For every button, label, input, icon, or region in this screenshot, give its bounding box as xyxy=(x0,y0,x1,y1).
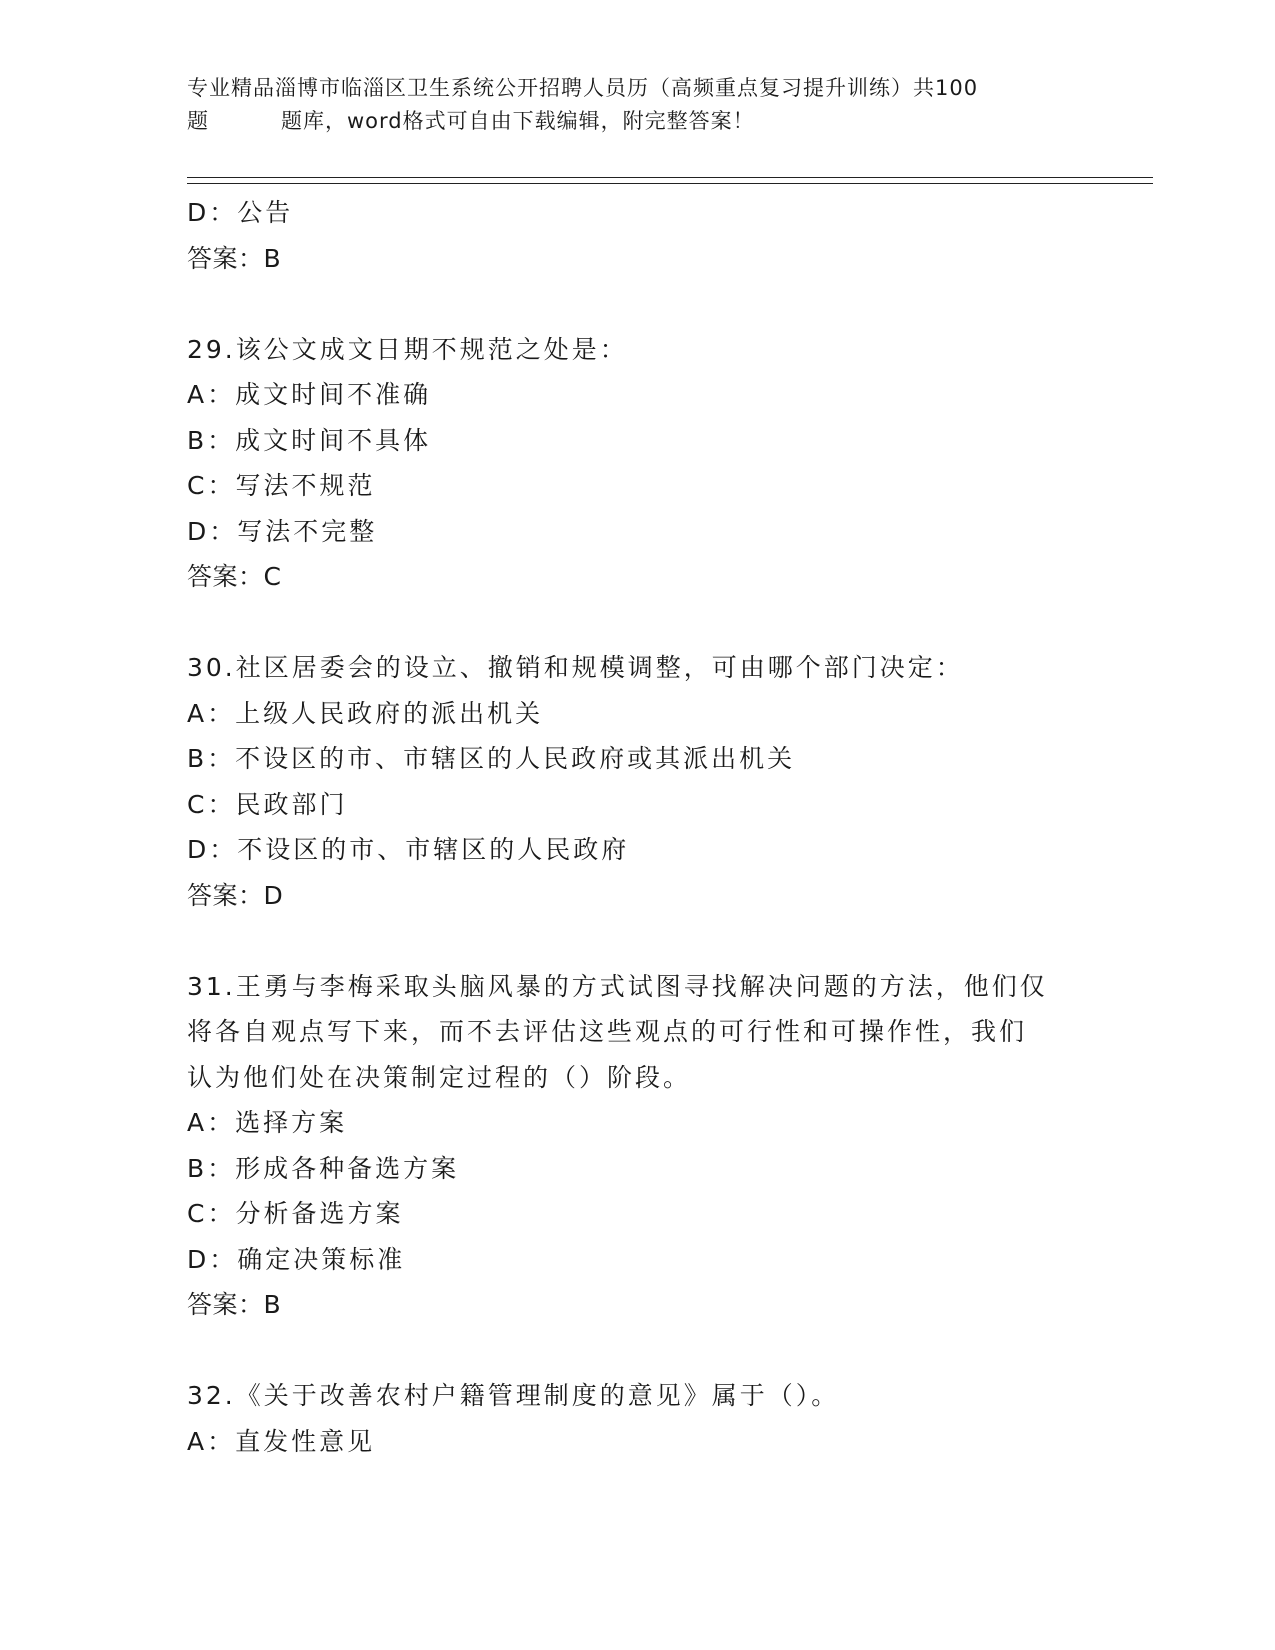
question-stem-line-3: 认为他们处在决策制定过程的（）阶段。 xyxy=(187,1062,692,1092)
question-stem: 30.社区居委会的设立、撤销和规模调整，可由哪个部门决定： xyxy=(187,653,964,682)
option-d: D：确定决策标准 xyxy=(187,1244,406,1274)
option-b: B：形成各种备选方案 xyxy=(187,1153,460,1183)
option-a: A：直发性意见 xyxy=(187,1426,376,1456)
answer-line: 答案：D xyxy=(187,880,284,910)
header-title-fragment: 题 xyxy=(187,109,209,133)
question-stem-line-2: 将各自观点写下来，而不去评估这些观点的可行性和可操作性，我们 xyxy=(187,1017,1028,1046)
question-stem: 29.该公文成文日期不规范之处是： xyxy=(187,334,628,364)
option-a: A：上级人民政府的派出机关 xyxy=(187,698,544,728)
option-d: D：不设区的市、市辖区的人民政府 xyxy=(187,835,630,864)
question-stem: 32.《关于改善农村户籍管理制度的意见》属于（）。 xyxy=(187,1381,840,1410)
header-divider-top xyxy=(187,177,1153,178)
question-block-32 xyxy=(187,1373,1087,1464)
option-d: D：公告 xyxy=(187,198,294,227)
option-d: D：写法不完整 xyxy=(187,516,378,546)
option-c: C：民政部门 xyxy=(187,789,348,819)
option-c: C：写法不规范 xyxy=(187,471,376,500)
question-stem-line-1: 31.王勇与李梅采取头脑风暴的方式试图寻找解决问题的方法，他们仅 xyxy=(187,971,1048,1001)
header-divider-bottom xyxy=(187,183,1153,184)
question-block-prev xyxy=(187,190,1087,281)
answer-line: 答案：B xyxy=(187,1290,282,1319)
answer-line: 答案：C xyxy=(187,562,282,591)
option-a: A：成文时间不准确 xyxy=(187,380,432,409)
header-title-line-2 xyxy=(187,105,1087,138)
option-c: C：分析备选方案 xyxy=(187,1199,404,1228)
option-b: B：成文时间不具体 xyxy=(187,425,432,455)
question-block-30 xyxy=(187,645,1087,918)
option-b: B：不设区的市、市辖区的人民政府或其派出机关 xyxy=(187,744,796,773)
option-a: A：选择方案 xyxy=(187,1108,348,1137)
answer-line: 答案：B xyxy=(187,243,282,273)
page-header xyxy=(187,72,1087,138)
question-list xyxy=(187,190,1087,1464)
question-block-31 xyxy=(187,964,1087,1328)
header-title-fragment: 题库，word格式可自由下载编辑，附完整答案！ xyxy=(281,109,755,133)
question-block-29 xyxy=(187,327,1087,600)
header-title-line-1: 专业精品淄博市临淄区卫生系统公开招聘人员历（高频重点复习提升训练）共100 xyxy=(187,76,979,100)
